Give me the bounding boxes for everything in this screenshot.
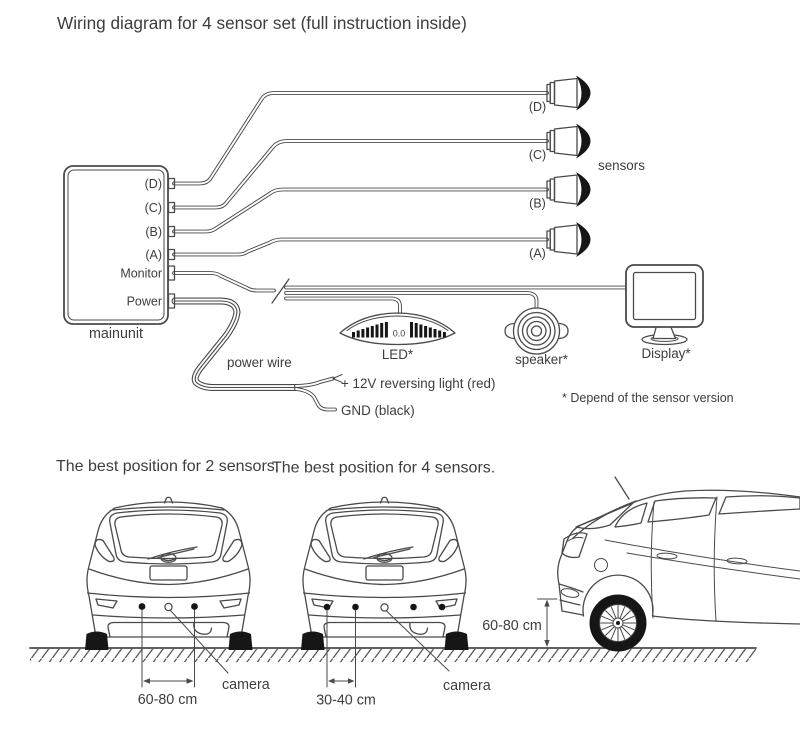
- led-value: 0.0: [392, 328, 406, 339]
- mainunit-label: mainunit: [88, 326, 144, 342]
- front-door-window: [719, 496, 800, 514]
- display-monitor: [626, 265, 703, 361]
- sensors-group-label: sensors: [598, 158, 645, 173]
- speaker-ear-left: [505, 324, 514, 339]
- camera-label-four: camera: [443, 678, 491, 694]
- wire-sensor-d: [174, 93, 547, 184]
- wire-sensor-a: [174, 240, 547, 255]
- led-label: LED*: [381, 347, 414, 362]
- heading-four-sensors: The best position for 4 sensors.: [272, 459, 496, 477]
- page-title: Wiring diagram for 4 sensor set (full instruction inside): [57, 13, 467, 33]
- sensor-dot: [324, 604, 331, 611]
- sensor-dot: [352, 604, 359, 611]
- heading-two-sensors: The best position for 2 sensors.: [56, 458, 280, 475]
- port-label-a: (A): [145, 248, 162, 262]
- distance-label-four: 30-40 cm: [316, 692, 376, 709]
- wire-monitor: [174, 273, 274, 291]
- sensor-label-d: (D): [528, 100, 547, 114]
- car-side-view: [558, 477, 800, 652]
- sensor-c: [547, 124, 591, 159]
- mainunit-box: [64, 166, 175, 342]
- monitor-wires: [174, 273, 625, 314]
- wire-speaker: [286, 293, 537, 308]
- sensor-a: [547, 222, 591, 257]
- sensor-dot: [439, 604, 446, 611]
- wire-led: [286, 299, 400, 315]
- sensor-version-footnote: * Depend of the sensor version: [562, 391, 734, 405]
- sensor-b: [547, 172, 591, 207]
- sensor-label-c: (C): [528, 148, 547, 162]
- speaker: [505, 308, 568, 367]
- speaker-ear-right: [560, 324, 569, 339]
- display-label: Display*: [641, 346, 691, 361]
- sensor-dot: [410, 604, 417, 611]
- port-label-monitor: Monitor: [120, 266, 162, 281]
- height-label-side: 60-80 cm: [482, 618, 542, 634]
- port-label-d: (D): [144, 177, 162, 191]
- speaker-label: speaker*: [515, 352, 568, 367]
- rear-wheel: [590, 595, 647, 652]
- port-label-c: (C): [144, 201, 162, 215]
- distance-label-two: 60-80 cm: [137, 692, 198, 708]
- car-rear-two-sensor: [85, 497, 253, 650]
- rear-door-window: [648, 498, 716, 522]
- sensor-dot: [191, 603, 198, 610]
- fuel-door: [595, 559, 608, 572]
- sensor-d: [547, 76, 591, 111]
- sensor-label-a: (A): [529, 246, 546, 261]
- sensor-label-b: (B): [529, 196, 546, 211]
- port-label-b: (B): [145, 225, 162, 239]
- car-rear-four-sensor: [301, 497, 469, 650]
- gnd-label: GND (black): [341, 403, 415, 418]
- ground-hatching: [30, 648, 756, 662]
- power-wire-label: power wire: [227, 355, 292, 370]
- port-label-power: Power: [126, 294, 162, 309]
- camera-dot: [381, 604, 388, 611]
- led-display: [340, 313, 455, 362]
- camera-callout-line: [170, 610, 228, 673]
- sensor-dot: [139, 603, 146, 610]
- power-line-12v-label: + 12V reversing light (red): [341, 376, 496, 391]
- sensor-group: [529, 76, 645, 261]
- camera-label-two: camera: [222, 677, 270, 693]
- camera-dot: [165, 603, 172, 610]
- sensor-wires: [174, 93, 547, 255]
